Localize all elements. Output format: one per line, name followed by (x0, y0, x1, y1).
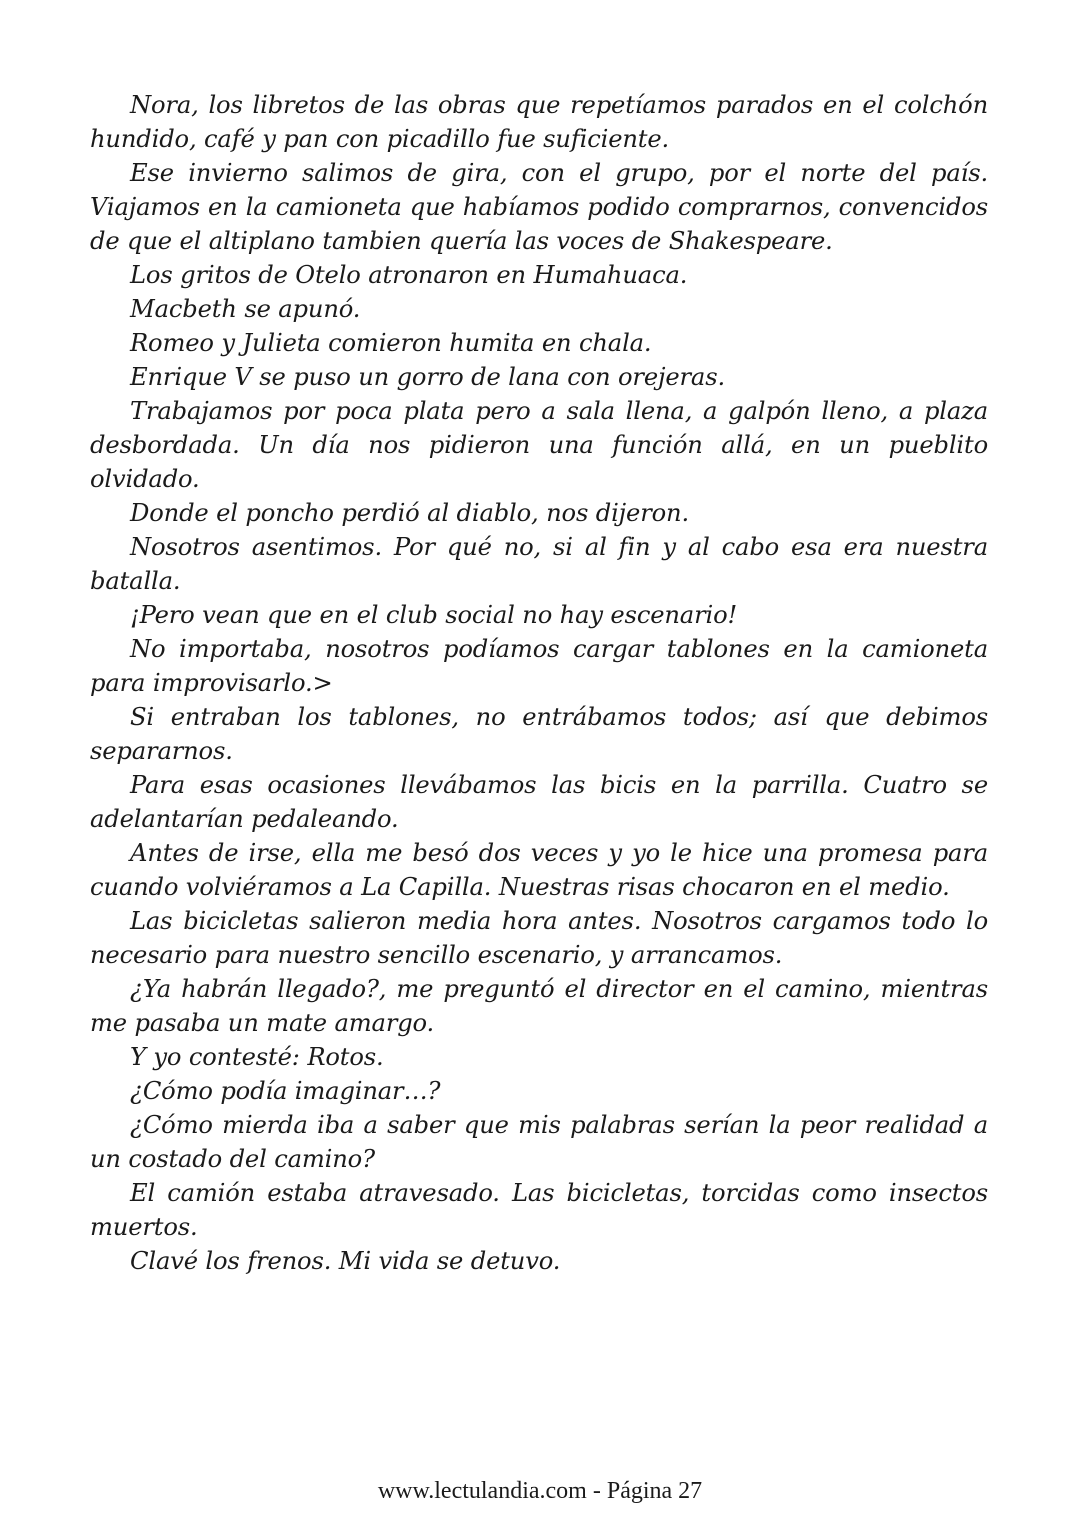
paragraph: Trabajamos por poca plata pero a sala llena, a galpón lleno, a plaza desbordada. Un día nos pidieron una función allá, en un pueblito olvidado. (90, 397, 988, 493)
paragraph: No importaba, nosotros podíamos cargar tablones en la camioneta para improvisarlo.> (90, 635, 988, 697)
page-footer: www.lectulandia.com - Página 27 (377, 1478, 703, 1504)
paragraph: Ese invierno salimos de gira, con el grupo, por el norte del país. Viajamos en la camioneta que habíamos podido comprarnos, convencidos de que el altiplano tambien quería las voces de Shakespeare. (90, 159, 988, 255)
paragraph: ¿Ya habrán llegado?, me preguntó el director en el camino, mientras me pasaba un mate amargo. (90, 975, 988, 1037)
paragraph: Romeo y Julieta comieron humita en chala. (130, 329, 652, 357)
paragraph: ¿Cómo podía imaginar…? (130, 1077, 441, 1105)
paragraph: Macbeth se apunó. (130, 295, 361, 323)
paragraph: Clavé los frenos. Mi vida se detuvo. (130, 1247, 561, 1275)
paragraph: Antes de irse, ella me besó dos veces y yo le hice una promesa para cuando volviéramos a La Capilla. Nuestras risas chocaron en el medio. (90, 839, 988, 901)
paragraph: ¿Cómo mierda iba a saber que mis palabras serían la peor realidad a un costado del camino? (90, 1111, 988, 1173)
paragraph: El camión estaba atravesado. Las bicicletas, torcidas como insectos muertos. (90, 1179, 988, 1241)
paragraph: ¡Pero vean que en el club social no hay escenario! (130, 601, 738, 629)
paragraph: Y yo contesté: Rotos. (130, 1043, 384, 1071)
paragraph: Nora, los libretos de las obras que repetíamos parados en el colchón hundido, café y pan con picadillo fue suficiente. (90, 91, 988, 153)
paragraph: Nosotros asentimos. Por qué no, si al fin y al cabo esa era nuestra batalla. (90, 533, 988, 595)
paragraph: Enrique V se puso un gorro de lana con orejeras. (130, 363, 725, 391)
page-body (90, 88, 988, 1278)
paragraph: Los gritos de Otelo atronaron en Humahuaca. (130, 261, 688, 289)
paragraph: Si entraban los tablones, no entrábamos todos; así que debimos separarnos. (90, 703, 988, 765)
paragraph: Las bicicletas salieron media hora antes. Nosotros cargamos todo lo necesario para nuestro sencillo escenario, y arrancamos. (90, 907, 988, 969)
paragraph: Donde el poncho perdió al diablo, nos dijeron. (130, 499, 689, 527)
paragraph: Para esas ocasiones llevábamos las bicis en la parrilla. Cuatro se adelantarían pedaleando. (90, 771, 988, 833)
